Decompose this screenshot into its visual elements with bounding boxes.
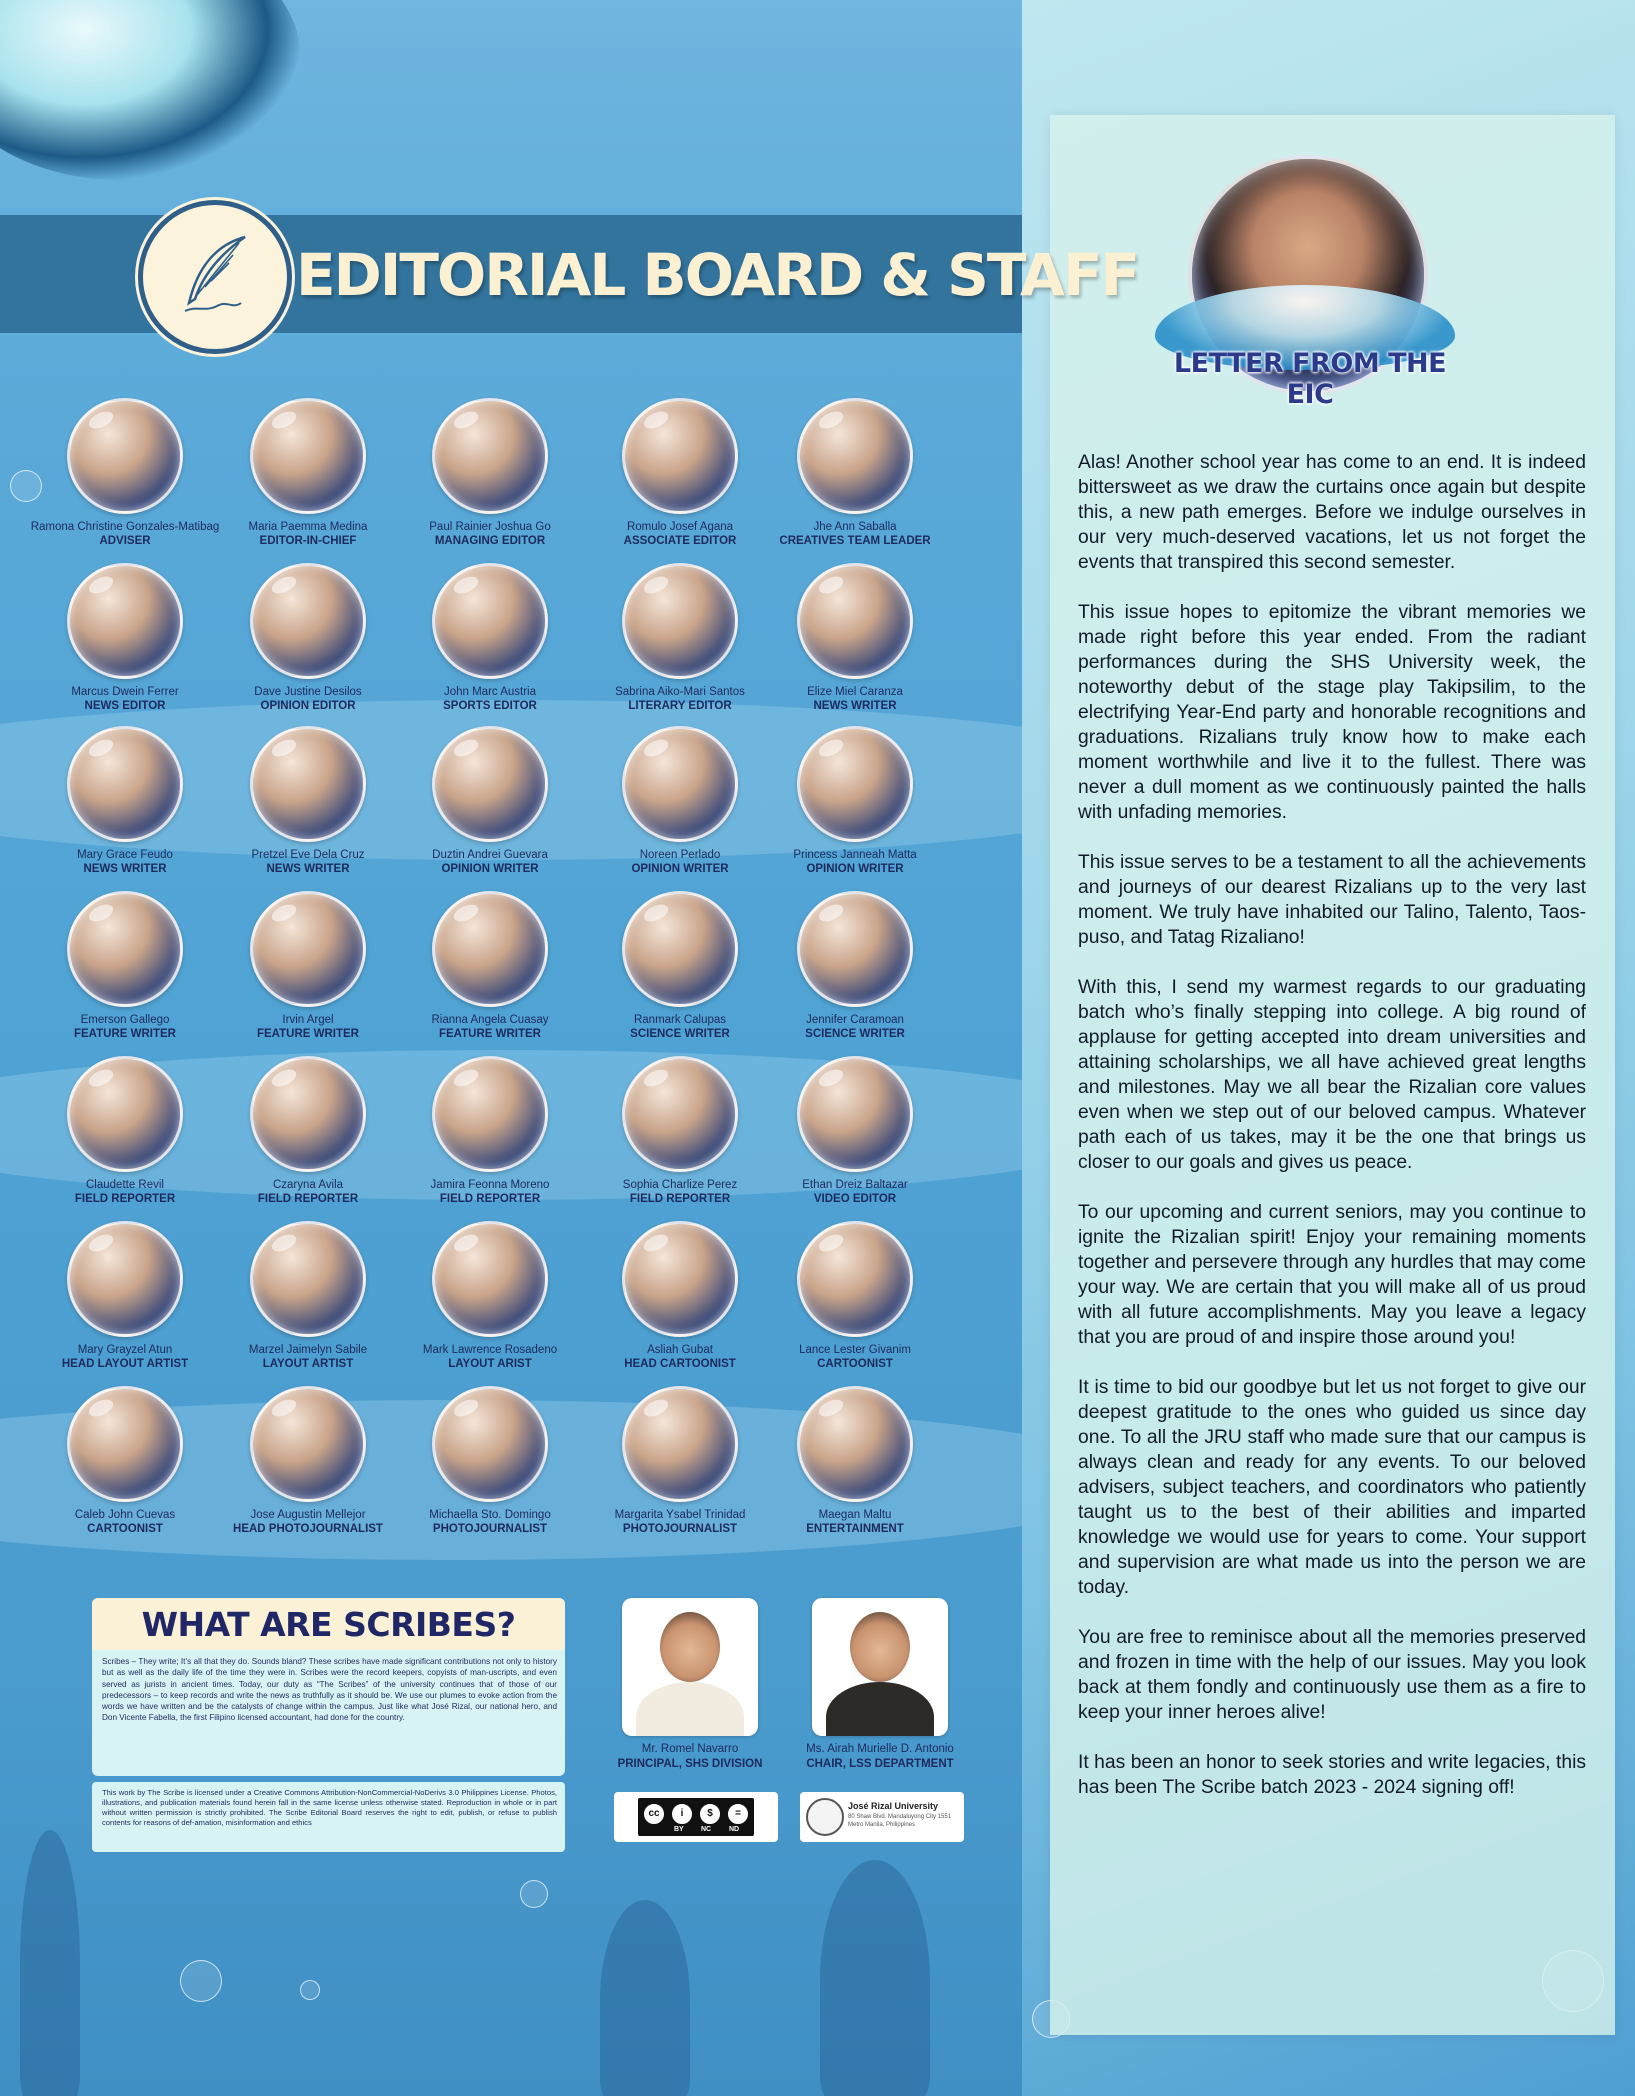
bubble-decoration bbox=[180, 1960, 222, 2002]
staff-name: Michaella Sto. Domingo bbox=[429, 1509, 551, 1521]
cc-nd-label: ND bbox=[729, 1826, 740, 1833]
staff-role: ENTERTAINMENT bbox=[806, 1523, 904, 1535]
staff-role: CARTOONIST bbox=[87, 1523, 163, 1535]
staff-role: OPINION WRITER bbox=[631, 863, 729, 875]
staff-role: NEWS WRITER bbox=[266, 863, 350, 875]
staff-role: CREATIVES TEAM LEADER bbox=[779, 535, 931, 547]
staff-role: OPINION WRITER bbox=[806, 863, 904, 875]
staff-role: MANAGING EDITOR bbox=[434, 535, 546, 547]
staff-name: Ethan Dreiz Baltazar bbox=[802, 1179, 908, 1191]
staff-name: Emerson Gallego bbox=[80, 1014, 170, 1026]
letter-paragraph: With this, I send my warmest regards to our graduating batch who’s finally stepping into college. A big round of applause for getting accepted into dream universities and attaining scholarships, we all have achieved great lengths and milestones. May we all bear the Rizalian core values even when we step out of our beloved campus. Whatever path each of us takes, may it be the one that brings us closer to our goals and gives us peace. bbox=[1078, 977, 1586, 1173]
staff-name: Caleb John Cuevas bbox=[74, 1509, 176, 1521]
staff-member bbox=[755, 563, 955, 713]
staff-role: NEWS WRITER bbox=[83, 863, 167, 875]
staff-photo-bubble bbox=[622, 891, 738, 1007]
staff-role: FEATURE WRITER bbox=[256, 1028, 359, 1040]
chair-name: Ms. Airah Murielle D. Antonio bbox=[806, 1743, 954, 1755]
staff-name: Mark Lawrence Rosadeno bbox=[422, 1344, 558, 1356]
staff-member bbox=[390, 563, 590, 713]
staff-name: Duztin Andrei Guevara bbox=[432, 849, 548, 861]
staff-member bbox=[755, 1386, 955, 1536]
staff-photo-bubble bbox=[432, 1221, 548, 1337]
license-box bbox=[92, 1782, 565, 1852]
staff-role: NEWS WRITER bbox=[813, 700, 897, 712]
staff-photo-bubble bbox=[250, 563, 366, 679]
creative-commons-badge bbox=[614, 1792, 778, 1842]
staff-name: Margarita Ysabel Trinidad bbox=[614, 1509, 746, 1521]
staff-name: Ramona Christine Gonzales-Matibag bbox=[30, 521, 220, 533]
staff-name: Irvin Argel bbox=[282, 1014, 334, 1026]
letter-paragraph: Alas! Another school year has come to an end. It is indeed bittersweet as we draw the curtains once again but despite this, a new path emerges. Before we indulge ourselves in our very much-deserved vacations, let us not forget the events that transpired this second semester. bbox=[1078, 452, 1586, 573]
staff-name: Jhe Ann Saballa bbox=[813, 521, 897, 533]
staff-photo-bubble bbox=[622, 726, 738, 842]
staff-photo-bubble bbox=[250, 726, 366, 842]
staff-role: LITERARY EDITOR bbox=[628, 700, 732, 712]
staff-member bbox=[580, 1056, 780, 1206]
staff-member bbox=[25, 1221, 225, 1371]
nd-icon: = bbox=[726, 1802, 750, 1826]
letter-paragraph: You are free to reminisce about all the memories preserved and frozen in time with the help of our issues. May you look back at them fondly and continuously use them as a fire to keep your inner heroes alive! bbox=[1078, 1627, 1586, 1723]
staff-member bbox=[25, 563, 225, 713]
staff-name: Princess Janneah Matta bbox=[793, 849, 917, 861]
staff-photo-bubble bbox=[797, 1056, 913, 1172]
staff-member bbox=[390, 726, 590, 876]
staff-name: Lance Lester Givanim bbox=[799, 1344, 911, 1356]
staff-photo-bubble bbox=[250, 1386, 366, 1502]
staff-member bbox=[755, 1221, 955, 1371]
staff-name: Jose Augustin Mellejor bbox=[250, 1509, 366, 1521]
chair-photo bbox=[812, 1598, 948, 1736]
cc-license-icon bbox=[638, 1798, 754, 1836]
staff-role: PHOTOJOURNALIST bbox=[432, 1523, 548, 1535]
staff-member bbox=[25, 398, 225, 548]
staff-photo-bubble bbox=[622, 1056, 738, 1172]
cc-icon: cc bbox=[642, 1802, 666, 1826]
staff-name: Elize Miel Caranza bbox=[807, 686, 903, 698]
staff-photo-bubble bbox=[432, 398, 548, 514]
staff-role: HEAD LAYOUT ARTIST bbox=[61, 1358, 189, 1370]
staff-role: NEWS EDITOR bbox=[84, 700, 166, 712]
staff-member bbox=[208, 563, 408, 713]
staff-member bbox=[580, 891, 780, 1041]
letter-paragraph: To our upcoming and current seniors, may you continue to ignite the Rizalian spirit! Enjoy your remaining moments together and persevere through any hurdles that may come your way. We are certain that you will make all of us proud with all future accomplishments. May you leave a legacy that you are proud of and inspire those around you! bbox=[1078, 1202, 1586, 1348]
staff-role: LAYOUT ARTIST bbox=[262, 1358, 354, 1370]
staff-member bbox=[755, 891, 955, 1041]
seaweed-decoration bbox=[600, 1900, 690, 2096]
staff-photo-bubble bbox=[432, 1386, 548, 1502]
staff-name: Noreen Perlado bbox=[639, 849, 721, 861]
staff-role: SPORTS EDITOR bbox=[443, 700, 537, 712]
staff-name: Claudette Revil bbox=[86, 1179, 164, 1191]
staff-role: FIELD REPORTER bbox=[439, 1193, 541, 1205]
staff-name: Czaryna Avila bbox=[272, 1179, 344, 1191]
staff-name: Romulo Josef Agana bbox=[626, 521, 734, 533]
staff-member bbox=[208, 1221, 408, 1371]
staff-member bbox=[208, 398, 408, 548]
bubble-decoration bbox=[520, 1880, 548, 1908]
staff-photo-bubble bbox=[250, 891, 366, 1007]
staff-role: FEATURE WRITER bbox=[73, 1028, 176, 1040]
staff-name: John Marc Austria bbox=[443, 686, 537, 698]
staff-name: Mary Grayzel Atun bbox=[77, 1344, 173, 1356]
decorative-wave-swirl bbox=[0, 0, 300, 180]
staff-photo-bubble bbox=[797, 1386, 913, 1502]
staff-name: Mary Grace Feudo bbox=[77, 849, 173, 861]
staff-name: Rianna Angela Cuasay bbox=[431, 1014, 549, 1026]
staff-role: ADVISER bbox=[99, 535, 151, 547]
staff-name: Dave Justine Desilos bbox=[254, 686, 362, 698]
staff-member bbox=[580, 398, 780, 548]
staff-photo-bubble bbox=[67, 398, 183, 514]
license-text: This work by The Scribe is licensed under a Creative Commons Attribution-NonCommercial-NoDerivs 3.0 Philippines License. Photos, illustrations, and publication materials found herein fall in the same license unless otherwise stated. Reproduction in whole or in part without written permission is strictly prohibited. The Scribe Editorial Board reserves the right to edit, publish, or refuse to publish contents for reasons of def-amation, misinformation and ethics bbox=[102, 1788, 557, 1827]
seaweed-decoration bbox=[820, 1860, 930, 2096]
staff-role: PHOTOJOURNALIST bbox=[622, 1523, 738, 1535]
staff-photo-bubble bbox=[67, 1221, 183, 1337]
staff-role: OPINION EDITOR bbox=[260, 700, 356, 712]
letter-paragraph: It has been an honor to seek stories and write legacies, this has been The Scribe batch 2023 - 2024 signing off! bbox=[1078, 1752, 1586, 1798]
staff-member bbox=[580, 726, 780, 876]
staff-name: Marcus Dwein Ferrer bbox=[71, 686, 179, 698]
staff-name: Pretzel Eve Dela Cruz bbox=[251, 849, 365, 861]
staff-member bbox=[208, 1056, 408, 1206]
staff-role: OPINION WRITER bbox=[441, 863, 539, 875]
staff-photo-bubble bbox=[67, 726, 183, 842]
staff-photo-bubble bbox=[67, 1056, 183, 1172]
staff-name: Sabrina Aiko-Mari Santos bbox=[615, 686, 745, 698]
staff-role: FIELD REPORTER bbox=[74, 1193, 176, 1205]
staff-member bbox=[390, 1056, 590, 1206]
staff-photo-bubble bbox=[432, 563, 548, 679]
staff-photo-bubble bbox=[250, 1056, 366, 1172]
staff-photo-bubble bbox=[622, 1386, 738, 1502]
staff-role: ASSOCIATE EDITOR bbox=[623, 535, 737, 547]
cc-by-label: BY bbox=[674, 1826, 684, 1833]
staff-member bbox=[580, 1221, 780, 1371]
staff-photo-bubble bbox=[622, 398, 738, 514]
staff-name: Asliah Gubat bbox=[647, 1344, 713, 1356]
letter-title: LETTER FROM THE EIC bbox=[1173, 348, 1447, 410]
staff-role: VIDEO EDITOR bbox=[813, 1193, 897, 1205]
staff-photo-bubble bbox=[797, 726, 913, 842]
staff-photo-bubble bbox=[622, 563, 738, 679]
staff-name: Maegan Maltu bbox=[818, 1509, 892, 1521]
chair-role: CHAIR, LSS DEPARTMENT bbox=[806, 1758, 954, 1770]
staff-name: Sophia Charlize Perez bbox=[622, 1179, 738, 1191]
letter-paragraph: This issue hopes to epitomize the vibrant memories we made right before this year ended. From the radiant performances during the SHS University week, the noteworthy debut of the stage play Takipsilim, to the electrifying Year-End party and honorable recognitions and graduations. Rizalians truly know how to make each moment worthwhile and live it to the fullest. There was never a dull moment as we continuously painted the halls with unfading memories. bbox=[1078, 602, 1586, 823]
staff-member bbox=[25, 891, 225, 1041]
page-title: EDITORIAL BOARD & STAFF bbox=[296, 241, 1139, 309]
staff-member bbox=[580, 1386, 780, 1536]
staff-role: SCIENCE WRITER bbox=[630, 1028, 730, 1040]
staff-role: LAYOUT ARIST bbox=[448, 1358, 532, 1370]
cc-nc-label: NC bbox=[701, 1826, 712, 1833]
principal-role: PRINCIPAL, SHS DIVISION bbox=[617, 1758, 763, 1770]
staff-role: SCIENCE WRITER bbox=[805, 1028, 905, 1040]
staff-photo-bubble bbox=[432, 891, 548, 1007]
staff-member bbox=[755, 1056, 955, 1206]
staff-member bbox=[390, 398, 590, 548]
scribes-heading: WHAT ARE SCRIBES? bbox=[92, 1598, 565, 1650]
staff-photo-bubble bbox=[250, 1221, 366, 1337]
staff-member bbox=[25, 1386, 225, 1536]
staff-photo-bubble bbox=[67, 1386, 183, 1502]
staff-role: EDITOR-IN-CHIEF bbox=[259, 535, 357, 547]
principal-caption bbox=[580, 1742, 800, 1772]
staff-member bbox=[25, 1056, 225, 1206]
staff-photo-bubble bbox=[67, 891, 183, 1007]
seaweed-decoration bbox=[20, 1830, 80, 2096]
jru-address: 80 Shaw Blvd. Mandaluyong City 1551 Metro Manila, Philippines bbox=[848, 1814, 952, 1828]
staff-member bbox=[25, 726, 225, 876]
staff-name: Maria Paemma Medina bbox=[248, 521, 368, 533]
staff-role: HEAD PHOTOJOURNALIST bbox=[233, 1523, 383, 1535]
quill-logo bbox=[138, 200, 292, 354]
staff-member bbox=[755, 726, 955, 876]
staff-member bbox=[390, 1386, 590, 1536]
staff-member bbox=[390, 891, 590, 1041]
staff-name: Marzel Jaimelyn Sabile bbox=[248, 1344, 368, 1356]
letter-body bbox=[1078, 450, 1586, 1825]
staff-name: Ranmark Calupas bbox=[633, 1014, 727, 1026]
jru-seal-icon bbox=[806, 1798, 844, 1836]
principal-name: Mr. Romel Navarro bbox=[641, 1743, 739, 1755]
letter-paragraph: This issue serves to be a testament to all the achievements and journeys of our dearest Rizalians up to the very last moment. We truly have inhabited our Talino, Talento, Taos-puso, and Tatag Rizaliano! bbox=[1078, 852, 1586, 948]
staff-name: Jennifer Caramoan bbox=[806, 1014, 904, 1026]
letter-paragraph: It is time to bid our goodbye but let us not forget to give our deepest gratitude to the ones who guided us since day one. To all the JRU staff who made sure that our campus is always clean and ready for any events. To our beloved advisers, subject teachers, and coordinators who patiently taught us to the best of their abilities and imparted knowledge we would use for years to come. Your support and supervision are what made us into the person we are today. bbox=[1078, 1377, 1586, 1598]
staff-name: Jamira Feonna Moreno bbox=[430, 1179, 550, 1191]
bubble-decoration bbox=[300, 1980, 320, 2000]
staff-photo-bubble bbox=[432, 1056, 548, 1172]
staff-role: FIELD REPORTER bbox=[629, 1193, 731, 1205]
staff-member bbox=[208, 1386, 408, 1536]
staff-member bbox=[390, 1221, 590, 1371]
chair-caption bbox=[770, 1742, 990, 1772]
principal-photo bbox=[622, 1598, 758, 1736]
staff-member bbox=[208, 726, 408, 876]
staff-photo-bubble bbox=[797, 398, 913, 514]
by-icon: i bbox=[670, 1802, 694, 1826]
jru-name: José Rizal University bbox=[848, 1801, 939, 1811]
staff-photo-bubble bbox=[622, 1221, 738, 1337]
staff-role: HEAD CARTOONIST bbox=[624, 1358, 736, 1370]
nc-icon: $ bbox=[698, 1802, 722, 1826]
staff-member bbox=[755, 398, 955, 548]
scribes-description: Scribes – They write; It’s all that they do. Sounds bland? These scribes have made significant contributions not only to history but as well as the daily life of the time they were in. Scribes were the record keepers, copyists of man-uscripts, and even served as jurists in ancient times. Today, our duty as “The Scribes” of the university continues that of those of our predecessors – to keep records and write the news as truthfully as it should be. We use our plumes to evoke action from the words we have written and be the catalysts of change within the campus. Just like what José Rizal, our national hero, and Don Vicente Fabella, the first Filipino licensed accountant, had done for the country. bbox=[102, 1657, 557, 1723]
staff-member bbox=[580, 563, 780, 713]
staff-photo-bubble bbox=[432, 726, 548, 842]
staff-photo-bubble bbox=[797, 563, 913, 679]
staff-role: FEATURE WRITER bbox=[438, 1028, 541, 1040]
jru-badge bbox=[800, 1792, 964, 1842]
staff-photo-bubble bbox=[250, 398, 366, 514]
staff-photo-bubble bbox=[797, 1221, 913, 1337]
staff-member bbox=[208, 891, 408, 1041]
staff-photo-bubble bbox=[797, 891, 913, 1007]
staff-role: CARTOONIST bbox=[817, 1358, 893, 1370]
staff-role: FIELD REPORTER bbox=[257, 1193, 359, 1205]
staff-name: Paul Rainier Joshua Go bbox=[429, 521, 551, 533]
staff-photo-bubble bbox=[67, 563, 183, 679]
quill-pen-icon bbox=[175, 233, 255, 317]
what-are-scribes-box bbox=[92, 1598, 565, 1776]
